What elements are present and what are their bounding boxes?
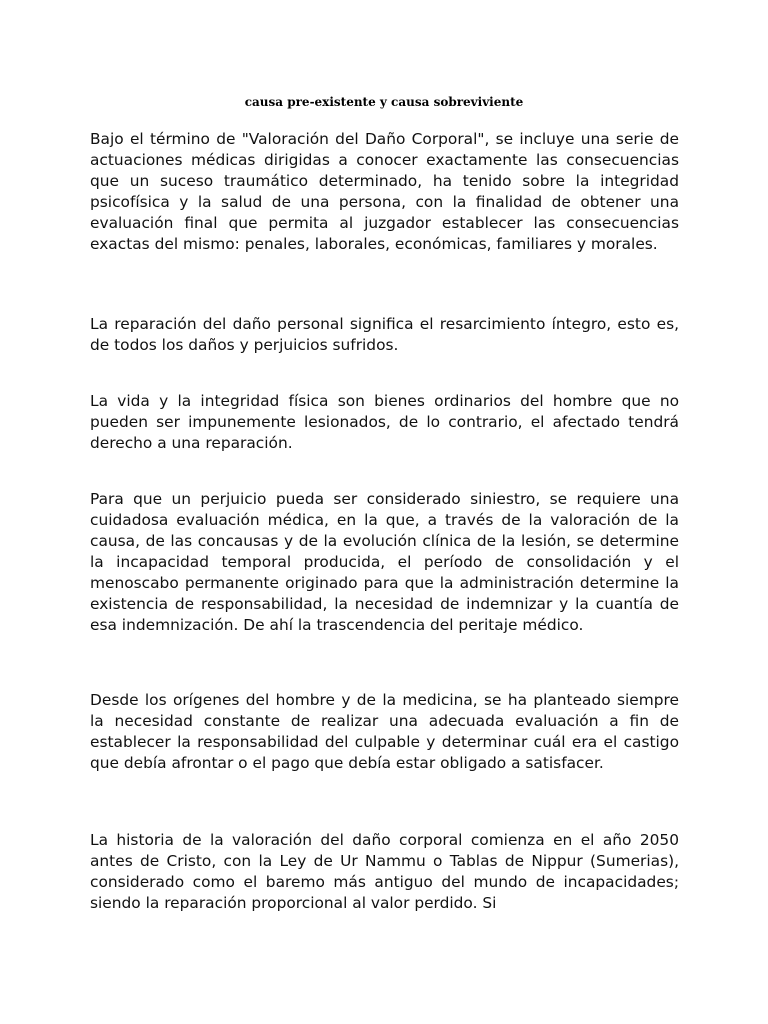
paragraph-reparacion-dano: La reparación del daño personal significa el resarcimiento íntegro, esto es, de todos los daños y perjuicios sufridos. [90, 315, 679, 354]
paragraph-integridad-fisica: La vida y la integridad física son bienes ordinarios del hombre que no pueden ser impunemente lesionados, de lo contrario, el afectado tendrá derecho a una reparación. [90, 392, 679, 452]
paragraph-valoracion-definicion: Bajo el término de "Valoración del Daño Corporal", se incluye una serie de actuaciones médicas dirigidas a conocer exactamente las consecuencias que un suceso traumático determinado, ha tenido sobre la integridad psicofísica y la salud de una persona, con la finalidad de obtener una evaluación final que permita al juzgador establecer las consecuencias exactas del mismo: penales, laborales, económicas, familiares y morales. [90, 130, 679, 253]
paragraph-origenes: Desde los orígenes del hombre y de la medicina, se ha planteado siempre la necesidad constante de realizar una adecuada evaluación a fin de establecer la responsabilidad del culpable y determinar cuál era el castigo que debía afrontar o el pago que debía estar obligado a satisfacer. [90, 691, 679, 772]
paragraph-perjuicio-siniestro: Para que un perjuicio pueda ser considerado siniestro, se requiere una cuidadosa evaluación médica, en la que, a través de la valoración de la causa, de las concausas y de la evolución clínica de la lesión, se determine la incapacidad temporal producida, el período de consolidación y el menoscabo permanente originado para que la administración determine la existencia de responsabilidad, la necesidad de indemnizar y la cuantía de esa indemnización. De ahí la trascendencia del peritaje médico. [90, 490, 679, 634]
document-title: causa pre-existente y causa sobreviviente [244, 95, 524, 109]
paragraph-historia: La historia de la valoración del daño corporal comienza en el año 2050 antes de Cristo, con la Ley de Ur Nammu o Tablas de Nippur (Sumerias), considerado como el baremo más antiguo del mundo de incapacidades; siendo la reparación proporcional al valor perdido. Si [90, 831, 679, 912]
